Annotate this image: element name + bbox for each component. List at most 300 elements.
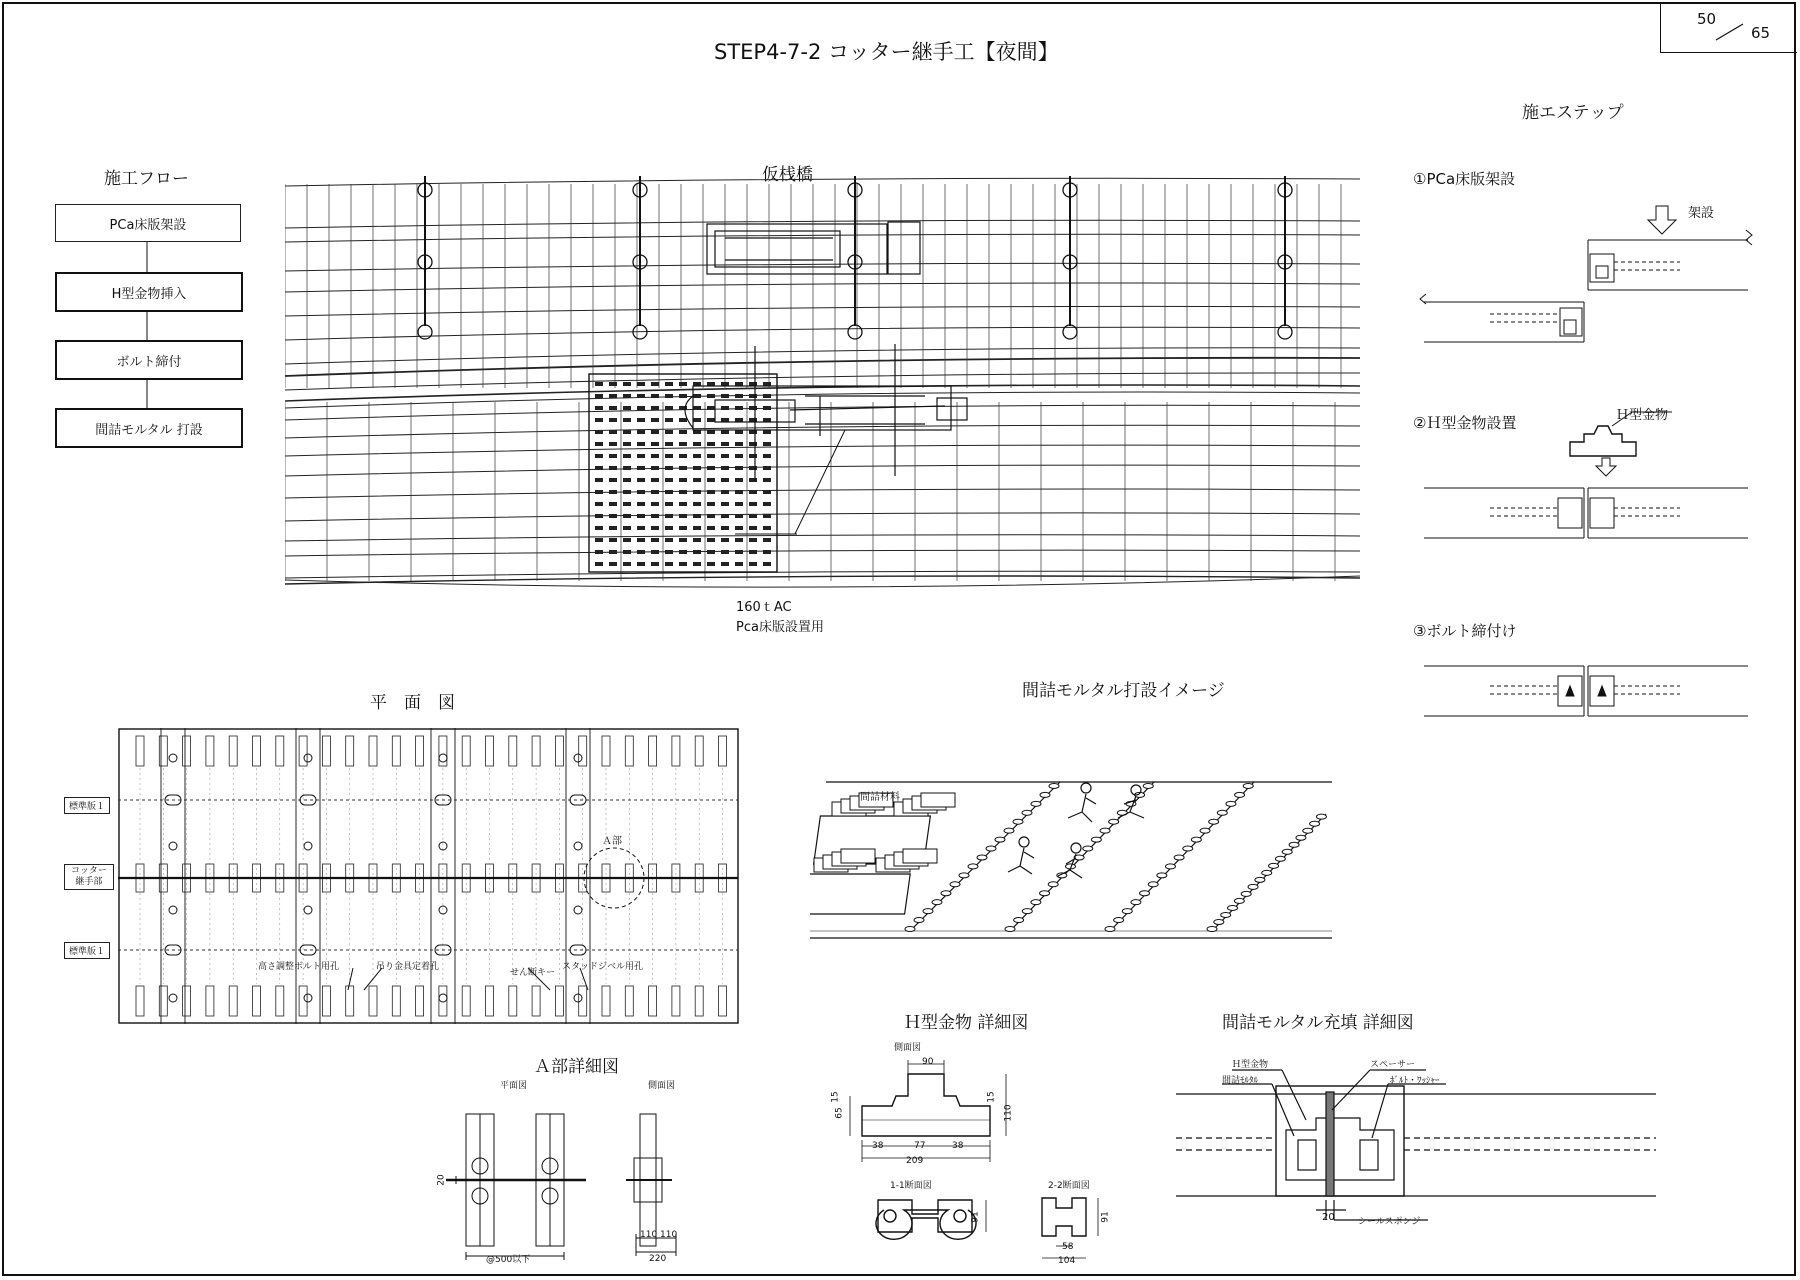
mortar-bead — [1241, 891, 1251, 896]
slab-stud-mark — [637, 466, 645, 470]
mortar-bead — [1004, 828, 1014, 833]
slab-stud-mark — [721, 526, 729, 530]
h-dim-15a: 15 — [830, 1091, 841, 1103]
h-dim-209: 209 — [906, 1156, 924, 1166]
flow-step-4 — [55, 408, 243, 448]
slab-stud-mark — [665, 502, 673, 506]
slab-stud-mark — [623, 418, 631, 422]
slab-stud-mark — [735, 502, 743, 506]
slab-stud-mark — [749, 490, 757, 494]
slab-stud-mark — [609, 490, 617, 494]
slab-stud-mark — [707, 526, 715, 530]
mortar-bead — [1031, 801, 1041, 806]
slab-stud-mark — [623, 430, 631, 434]
slab-stud-mark — [707, 406, 715, 410]
slab-stud-mark — [679, 550, 687, 554]
slab-stud-mark — [665, 514, 673, 518]
h-dim-58: 58 — [1062, 1242, 1074, 1252]
step-2-h-label: Ｈ型金物 — [1616, 408, 1669, 423]
mortar-bead — [1282, 849, 1292, 854]
slab-stud-mark — [735, 454, 743, 458]
mortar-bead — [1031, 900, 1041, 905]
slab-stud-mark — [637, 394, 645, 398]
slab-stud-mark — [651, 382, 659, 386]
slab-stud-mark — [721, 442, 729, 446]
flow-step-4-label: 間詰モルタル 打設 — [95, 422, 203, 438]
slab-stud-mark — [749, 538, 757, 542]
mortar-bead — [1209, 819, 1219, 824]
slab-stud-mark — [763, 394, 771, 398]
slab-stud-mark — [623, 502, 631, 506]
pier-bolt-icon — [418, 325, 432, 339]
plan-hole-icon — [169, 994, 177, 1002]
mortar-bead — [1022, 810, 1032, 815]
slab-stud-mark — [763, 418, 771, 422]
slab-stud-mark — [595, 430, 603, 434]
slab-stud-mark — [679, 418, 687, 422]
plan-label-a: Ａ部 — [602, 836, 622, 847]
plan-hole-icon — [304, 754, 312, 762]
slab-stud-mark — [595, 466, 603, 470]
slab-stud-mark — [707, 562, 715, 566]
plan-stud-top — [462, 736, 470, 766]
small-down-arrow-icon — [1596, 458, 1616, 476]
slab-stud-mark — [637, 454, 645, 458]
slab-stud-mark — [721, 550, 729, 554]
plan-hole-icon — [169, 842, 177, 850]
plan-stud-top — [369, 736, 377, 766]
plan-stud-bottom — [206, 986, 214, 1016]
slab-stud-mark — [763, 490, 771, 494]
slab-stud-mark — [609, 514, 617, 518]
truck-drawing — [707, 222, 920, 274]
slab-stud-mark — [707, 394, 715, 398]
slab-stud-mark — [637, 550, 645, 554]
pier-bolt-icon — [848, 325, 862, 339]
slab-stud-mark — [665, 418, 673, 422]
plan-stud-bottom — [649, 986, 657, 1016]
slab-stud-mark — [637, 418, 645, 422]
flow-step-1 — [55, 204, 241, 242]
plan-stud-bottom — [346, 986, 354, 1016]
mortar-bead — [1200, 828, 1210, 833]
plan-stud-top — [159, 736, 167, 766]
slab-stud-mark — [721, 418, 729, 422]
h-dim-38b: 38 — [952, 1141, 964, 1151]
plan-tag-cotter — [64, 864, 114, 890]
slab-stud-mark — [707, 538, 715, 542]
slab-stud-mark — [637, 478, 645, 482]
plan-stud-bottom — [276, 986, 284, 1016]
plan-hole-icon — [169, 754, 177, 762]
material-bag — [921, 793, 955, 807]
slab-stud-mark — [609, 442, 617, 446]
mortar-bead — [1228, 905, 1238, 910]
plan-stud-top — [509, 736, 517, 766]
plan-stud-bottom — [486, 986, 494, 1016]
plan-stud-bottom — [672, 986, 680, 1016]
slab-stud-mark — [651, 466, 659, 470]
slab-stud-mark — [721, 538, 729, 542]
mortar-bead — [1217, 810, 1227, 815]
plan-stud-top — [322, 736, 330, 766]
fill-h-label: Ｈ型金物 — [1232, 1060, 1269, 1070]
mortar-bead — [1221, 912, 1231, 917]
slab-stud-mark — [595, 490, 603, 494]
page-current: 50 — [1697, 10, 1717, 28]
plan-stud-top — [649, 736, 657, 766]
h-dim-91a: 91 — [970, 1211, 981, 1223]
mortar-bead — [1083, 846, 1093, 851]
slab-stud-mark — [679, 478, 687, 482]
slab-stud-mark — [763, 478, 771, 482]
slab-stud-mark — [763, 502, 771, 506]
plan-stud-top — [719, 736, 727, 766]
slab-stud-mark — [693, 538, 701, 542]
slab-stud-mark — [721, 562, 729, 566]
slab-stud-mark — [679, 490, 687, 494]
slab-stud-mark — [609, 538, 617, 542]
flow-step-3-label: ボルト締付 — [116, 354, 182, 370]
plan-stud-bottom — [253, 986, 261, 1016]
slab-stud-mark — [721, 382, 729, 386]
slab-stud-mark — [595, 418, 603, 422]
slab-stud-mark — [595, 562, 603, 566]
slab-stud-mark — [749, 526, 757, 530]
slab-stud-mark — [637, 502, 645, 506]
slab-stud-mark — [651, 514, 659, 518]
plan-stud-bottom — [392, 986, 400, 1016]
detail-a-drawing — [436, 1106, 706, 1274]
flow-step-3 — [55, 340, 243, 380]
mortar-bead — [1191, 837, 1201, 842]
slab-stud-mark — [679, 454, 687, 458]
detail-a-dim-pitch: @500以下 — [486, 1255, 531, 1265]
slab-stud-mark — [623, 442, 631, 446]
h-dim-90: 90 — [922, 1057, 934, 1067]
plan-slot-icon — [300, 795, 316, 805]
plan-hole-icon — [304, 994, 312, 1002]
slab-stud-mark — [595, 502, 603, 506]
mortar-bead — [995, 837, 1005, 842]
slab-stud-mark — [721, 406, 729, 410]
slab-stud-mark — [665, 454, 673, 458]
slab-stud-mark — [693, 382, 701, 386]
mortar-bead — [1207, 927, 1217, 932]
mortar-bead — [977, 855, 987, 860]
plan-stud-bottom — [509, 986, 517, 1016]
slab-stud-mark — [693, 454, 701, 458]
detail-a-dim-220: 220 — [649, 1254, 667, 1264]
h-side-label: 側面図 — [894, 1043, 922, 1053]
slab-stud-mark — [623, 514, 631, 518]
page-slash — [1661, 2, 1797, 52]
slab-stud-mark — [637, 382, 645, 386]
slab-stud-mark — [693, 514, 701, 518]
slab-stud-mark — [679, 514, 687, 518]
plan-stud-top — [486, 736, 494, 766]
slab-stud-mark — [693, 406, 701, 410]
mortar-bead — [923, 909, 933, 914]
plan-stud-top — [602, 736, 610, 766]
mortar-bead — [941, 891, 951, 896]
slab-stud-mark — [679, 562, 687, 566]
slab-stud-mark — [735, 514, 743, 518]
flow-heading: 施工フロー — [104, 169, 189, 189]
slab-stud-mark — [651, 562, 659, 566]
detail-a-dim-20: 20 — [436, 1174, 447, 1186]
slab-stud-mark — [665, 466, 673, 470]
slab-stud-mark — [749, 430, 757, 434]
mortar-bead — [1214, 919, 1224, 924]
slab-stud-mark — [651, 454, 659, 458]
slab-stud-mark — [707, 442, 715, 446]
slab-stud-mark — [609, 382, 617, 386]
h-dim-91b: 91 — [1100, 1211, 1111, 1223]
slab-stud-mark — [595, 478, 603, 482]
fill-spacer-label: スペーサー — [1370, 1060, 1416, 1070]
slab-stud-mark — [679, 382, 687, 386]
mortar-bead — [1289, 842, 1299, 847]
slab-stud-mark — [595, 550, 603, 554]
mortar-bead — [1114, 918, 1124, 923]
slab-stud-mark — [623, 466, 631, 470]
plan-tag-cotter-1: コッター — [71, 866, 107, 876]
slab-stud-mark — [693, 562, 701, 566]
slab-stud-mark — [749, 562, 757, 566]
slab-stud-mark — [595, 442, 603, 446]
detail-a-dim-110a: 110 — [640, 1230, 658, 1240]
slab-stud-mark — [595, 382, 603, 386]
plan-stud-bottom — [416, 986, 424, 1016]
slab-stud-mark — [623, 478, 631, 482]
plan-tag-cotter-2: 継手部 — [75, 877, 103, 887]
plan-slot-icon — [570, 795, 586, 805]
material-label: 間詰材料 — [860, 792, 900, 803]
detail-a-side-label: 側面図 — [648, 1081, 676, 1091]
mortar-bead — [1262, 870, 1272, 875]
mortar-bead — [1131, 900, 1141, 905]
mortar-bead — [1183, 846, 1193, 851]
mortar-bead — [1226, 801, 1236, 806]
plan-stud-bottom — [159, 986, 167, 1016]
slab-stud-mark — [693, 550, 701, 554]
slab-stud-mark — [749, 514, 757, 518]
mortar-bead — [1165, 864, 1175, 869]
construction-steps-drawing — [1410, 190, 1770, 730]
steps-heading: 施エステップ — [1522, 103, 1624, 123]
slab-stud-mark — [609, 454, 617, 458]
mortar-bead — [1022, 909, 1032, 914]
slab-stud-mark — [623, 454, 631, 458]
slab-stud-mark — [665, 406, 673, 410]
h-dim-65: 65 — [834, 1107, 845, 1119]
slab-stud-mark — [651, 406, 659, 410]
slab-outline — [589, 374, 777, 572]
plan-hole-icon — [574, 994, 582, 1002]
plan-stud-bottom — [695, 986, 703, 1016]
slab-stud-mark — [637, 526, 645, 530]
slab-stud-mark — [763, 442, 771, 446]
slab-stud-mark — [735, 406, 743, 410]
slab-stud-mark — [693, 490, 701, 494]
plan-stud-bottom — [555, 986, 563, 1016]
slab-stud-mark — [679, 466, 687, 470]
workers — [1008, 783, 1144, 878]
slab-stud-mark — [693, 430, 701, 434]
pca-slab-zone — [589, 374, 777, 572]
plan-hole-icon — [304, 906, 312, 914]
mortar-bead — [1248, 884, 1258, 889]
slab-stud-mark — [735, 490, 743, 494]
slab-stud-mark — [609, 478, 617, 482]
mortar-bead — [905, 927, 915, 932]
slab-stud-mark — [721, 514, 729, 518]
slab-stud-mark — [679, 394, 687, 398]
mortar-bead — [1140, 891, 1150, 896]
plan-slot-icon — [300, 945, 316, 955]
slab-stud-mark — [721, 478, 729, 482]
slab-stud-mark — [637, 406, 645, 410]
slab-stud-mark — [735, 562, 743, 566]
plan-stud-top — [392, 736, 400, 766]
slab-stud-mark — [637, 430, 645, 434]
crane-drawing — [685, 344, 967, 481]
slab-stud-mark — [609, 550, 617, 554]
mortar-bead — [968, 864, 978, 869]
mortar-bead — [914, 918, 924, 923]
plan-hole-icon — [169, 906, 177, 914]
mortar-bead — [959, 873, 969, 878]
plan-label-key: せん断キー — [510, 968, 556, 978]
mortar-bead — [1310, 821, 1320, 826]
plan-hole-icon — [574, 754, 582, 762]
mortar-bead — [1122, 909, 1132, 914]
plan-grid — [136, 728, 727, 1024]
plan-label-hook: 吊り金具定着孔 — [376, 962, 440, 972]
slab-stud-mark — [749, 550, 757, 554]
mortar-bead — [1005, 927, 1015, 932]
slab-stud-mark — [735, 550, 743, 554]
plan-stud-top — [229, 736, 237, 766]
plan-view-drawing — [118, 728, 740, 1026]
slab-stud-mark — [735, 526, 743, 530]
step-3-label: ③ボルト締付け — [1413, 622, 1517, 640]
slab-stud-mark — [749, 382, 757, 386]
slab-stud-mark — [707, 430, 715, 434]
crane-label-2: Pca床版設置用 — [736, 620, 824, 635]
slab-stud-mark — [665, 538, 673, 542]
slab-stud-mark — [707, 418, 715, 422]
h-detail-heading: Ｈ型金物 詳細図 — [904, 1013, 1029, 1033]
slab-stud-mark — [763, 526, 771, 530]
slab-stud-mark — [623, 406, 631, 410]
slab-stud-mark — [693, 418, 701, 422]
slab-stud-mark — [595, 406, 603, 410]
slab-stud-mark — [637, 538, 645, 542]
h-dim-110: 110 — [1003, 1104, 1014, 1122]
plan-label-stud: スタッドジベル用孔 — [562, 962, 644, 972]
bridge-heading: 仮桟橋 — [762, 165, 813, 185]
slab-stud-mark — [735, 442, 743, 446]
step-2-label: ②Ｈ型金物設置 — [1413, 414, 1517, 432]
h-fitting-drawing — [820, 1050, 1120, 1270]
h-sec2-label: 2-2断面図 — [1048, 1181, 1090, 1191]
plan-stud-bottom — [532, 986, 540, 1016]
plan-stud-bottom — [229, 986, 237, 1016]
slab-stud-mark — [735, 418, 743, 422]
slab-stud-mark — [623, 394, 631, 398]
plan-stud-top — [695, 736, 703, 766]
detail-a-dim-110b: 110 — [660, 1230, 678, 1240]
slab-stud-mark — [623, 526, 631, 530]
slab-stud-mark — [749, 418, 757, 422]
h-dim-104: 104 — [1058, 1256, 1076, 1266]
page-total: 65 — [1751, 24, 1771, 42]
mortar-bead — [1316, 814, 1326, 819]
slab-stud-mark — [763, 466, 771, 470]
plan-hole-icon — [574, 842, 582, 850]
slab-stud-mark — [763, 382, 771, 386]
slab-stud-mark — [693, 466, 701, 470]
plan-stud-top — [276, 736, 284, 766]
plan-stud-top — [183, 736, 191, 766]
slab-stud-mark — [693, 502, 701, 506]
fill-sponge-label: シールスポンジ — [1358, 1217, 1421, 1227]
plan-hole-icon — [304, 842, 312, 850]
slab-stud-mark — [665, 478, 673, 482]
slab-stud-mark — [749, 502, 757, 506]
mortar-bead — [1275, 856, 1285, 861]
plan-label-bolt: 高さ調整ボルト用孔 — [258, 962, 340, 972]
plan-stud-top — [625, 736, 633, 766]
slab-stud-mark — [679, 526, 687, 530]
slab-stud-mark — [721, 394, 729, 398]
fill-detail-heading: 間詰モルタル充填 詳細図 — [1222, 1013, 1414, 1033]
slab-stud-mark — [721, 430, 729, 434]
plan-stud-bottom — [136, 986, 144, 1016]
slab-stud-mark — [609, 562, 617, 566]
mortar-beads — [905, 783, 1326, 931]
slab-stud-mark — [651, 502, 659, 506]
slab-stud-mark — [763, 550, 771, 554]
material-bag — [841, 849, 875, 863]
slab-stud-mark — [749, 406, 757, 410]
slab-stud-mark — [735, 382, 743, 386]
slab-stud-mark — [707, 550, 715, 554]
slab-stud-mark — [679, 538, 687, 542]
slab-stud-mark — [609, 526, 617, 530]
mortar-bead — [1105, 927, 1115, 932]
mortar-bead — [950, 882, 960, 887]
plan-stud-bottom — [719, 986, 727, 1016]
plan-tag-std2: 標準版１ — [64, 942, 110, 959]
slab-stud-mark — [651, 418, 659, 422]
plan-slot-icon — [570, 945, 586, 955]
slab-stud-mark — [651, 478, 659, 482]
slab-stud-mark — [609, 418, 617, 422]
slab-stud-mark — [693, 478, 701, 482]
slab-stud-mark — [623, 562, 631, 566]
slab-stud-mark — [637, 562, 645, 566]
h-dim-77: 77 — [914, 1141, 926, 1151]
slab-stud-mark — [735, 478, 743, 482]
mortar-bead — [1013, 819, 1023, 824]
down-arrow-icon — [1648, 206, 1676, 234]
mortar-bead — [1255, 877, 1265, 882]
mortar-bead — [1269, 863, 1279, 868]
plan-stud-top — [672, 736, 680, 766]
